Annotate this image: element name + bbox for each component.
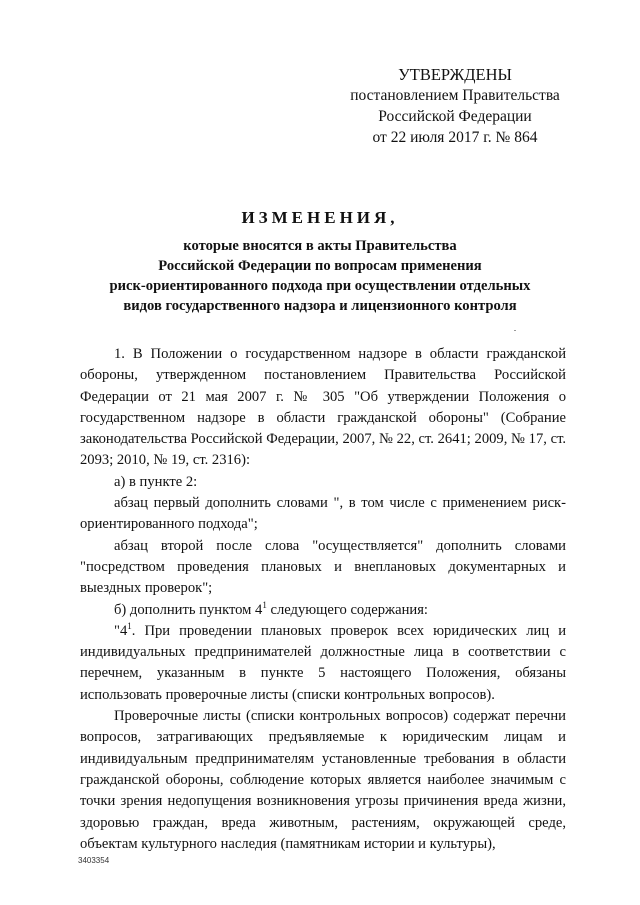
paragraph: 1. В Положении о государственном надзоре в области гражданской обороны, утвержденном постановлением Правительства Российской Федерации от 21 мая 2007 г. № 305 "Об утверждении Положения о государственном надзоре в области гражданской обороны" (Собрание законодательства Российской Федерации, 2007, № 22, ст. 2641; 2009, № 17, ст. 2093; 2010, № 19, ст. 2316):: [80, 346, 566, 469]
document-body: [80, 344, 566, 855]
text-run: . При проведении плановых проверок всех юридических лиц и индивидуальных предпринимателей должностные лица в соответствии с перечнем, указанным в пункте 5 настоящего Положения, обязаны использовать проверочные листы (списки контрольных вопросов).: [80, 622, 566, 703]
document-subtitle: [90, 236, 550, 316]
approval-heading: УТВЕРЖДЕНЫ: [398, 65, 512, 84]
superscript: 1: [262, 599, 267, 610]
paragraph: абзац второй после слова "осуществляется" дополнить словами "посредством проведения плановых и внеплановых документарных и выездных проверок";: [80, 537, 566, 597]
superscript: 1: [127, 620, 132, 631]
paragraph: а) в пункте 2:: [114, 473, 198, 490]
text-run: "4: [114, 622, 128, 639]
paragraph: [80, 600, 566, 621]
scan-speck: [514, 330, 516, 331]
subtitle-line: риск-ориентированного подхода при осуществлении отдельных: [109, 278, 531, 294]
document-title: ИЗМЕНЕНИЯ,: [241, 208, 399, 227]
paragraph: [80, 621, 566, 706]
approval-line: постановлением Правительства: [350, 87, 560, 104]
subtitle-line: Российской Федерации по вопросам применения: [158, 258, 482, 274]
approval-line: Российской Федерации: [378, 108, 532, 125]
paragraph: абзац первый дополнить словами ", в том числе с применением риск-ориентированного подхода";: [80, 495, 566, 533]
subtitle-line: видов государственного надзора и лицензионного контроля: [123, 298, 517, 314]
paragraph: Проверочные листы (списки контрольных вопросов) содержат перечни вопросов, затрагивающих предъявляемые к юридическим лицам и индивидуальным предпринимателям установленные требования в области гражданской обороны, соблюдение которых является наиболее значимым с точки зрения недопущения возникновения угрозы причинения вреда жизни, здоровью граждан, вреда животным, растениям, окружающей среде, объектам культурного наследия (памятникам истории и культуры),: [80, 708, 566, 852]
document-number: 3403354: [78, 856, 110, 865]
subtitle-line: которые вносятся в акты Правительства: [183, 238, 457, 254]
approval-date: от 22 июля 2017 г. № 864: [372, 129, 538, 146]
approval-block: [320, 64, 590, 148]
text-run: следующего содержания:: [266, 601, 428, 618]
text-run: б) дополнить пунктом 4: [114, 601, 263, 618]
